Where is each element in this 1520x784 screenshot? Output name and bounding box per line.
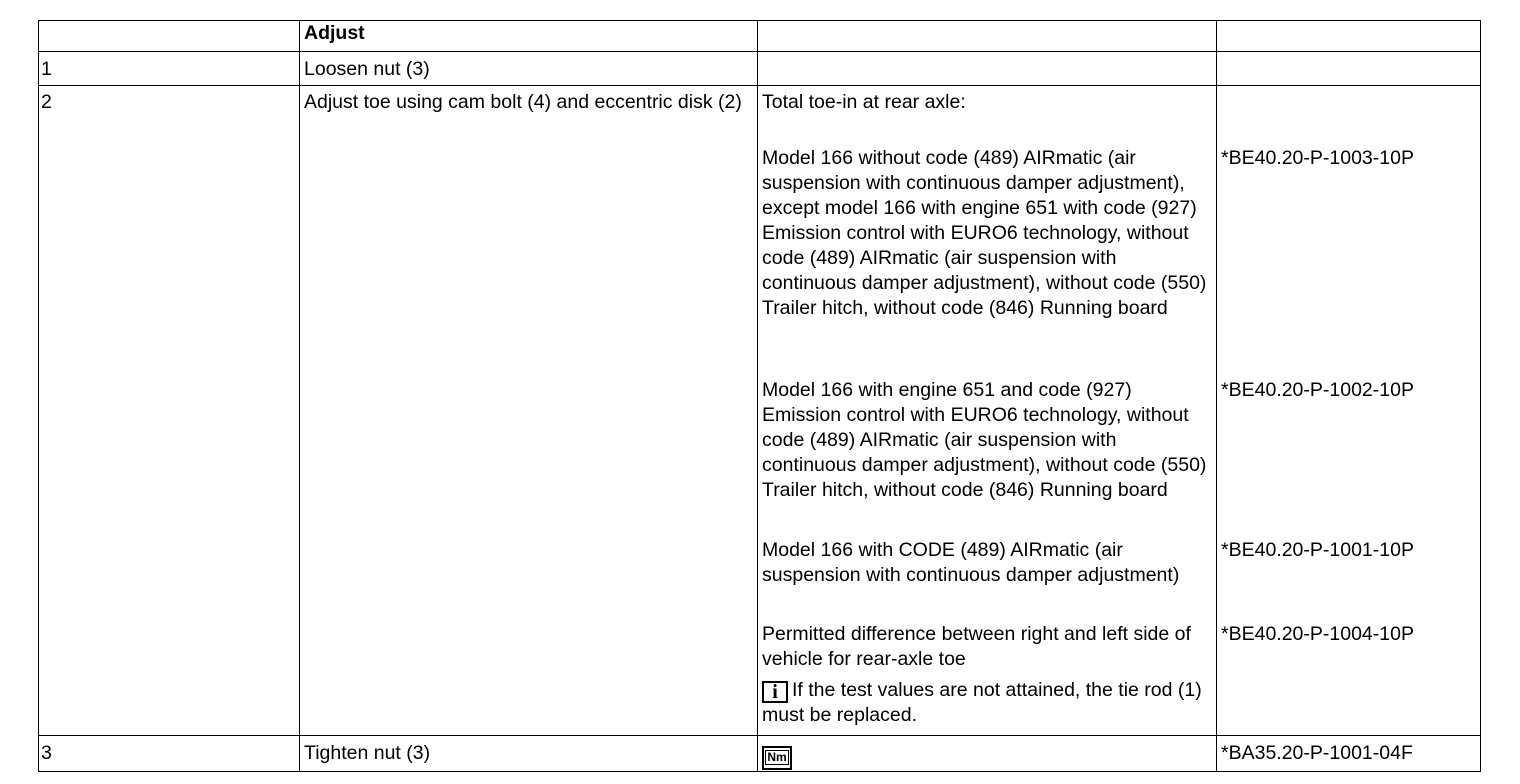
info-note-text: If the test values are not attained, the tie rod (1) must be replaced. (762, 679, 1202, 726)
info-icon: i (762, 681, 788, 703)
torque-nm-icon-label: Nm (767, 750, 787, 764)
table-row (39, 86, 1481, 736)
step-action: Tighten nut (3) (300, 736, 758, 772)
spec-text: Model 166 without code (489) AIRmatic (air suspension with continuous damper adjustment), except model 166 with engine 651 with code (927) Emission control with EURO6 technology, without code (489) AIRmatic (air suspension with continuous damper adjustment), without code (550) Trailer hitch, without code (846) Running board (762, 147, 1207, 319)
spec-text: Model 166 with CODE (489) AIRmatic (air suspension with continuous damper adjustment) (762, 539, 1180, 586)
spec-intro: Total toe-in at rear axle: (762, 91, 966, 113)
table-row (39, 736, 1481, 772)
step-spec-cell (758, 736, 1217, 772)
table-row (39, 52, 1481, 86)
step-action: Loosen nut (3) (300, 52, 758, 86)
step-spec-cell (758, 86, 1217, 736)
spec-reference-link[interactable]: *BE40.20-P-1001-10P (1221, 539, 1414, 561)
header-cell-step (39, 21, 300, 52)
step-action: Adjust toe using cam bolt (4) and eccentric disk (2) (300, 86, 758, 736)
step-number: 2 (39, 86, 300, 736)
table-header-row (39, 21, 1481, 52)
spec-text: Model 166 with engine 651 and code (927) Emission control with EURO6 technology, without code (489) AIRmatic (air suspension with continuous damper adjustment), without code (550) Trailer hitch, without code (846) Running board (762, 379, 1207, 501)
spec-reference-link[interactable]: *BA35.20-P-1001-04F (1217, 736, 1481, 772)
spec-text: Permitted difference between right and left side of vehicle for rear-axle toe (762, 623, 1191, 670)
step-number: 3 (39, 736, 300, 772)
header-cell-ref (1217, 21, 1481, 52)
info-note (762, 678, 1212, 728)
header-cell-spec (758, 21, 1217, 52)
spec-reference-link[interactable]: *BE40.20-P-1002-10P (1221, 379, 1414, 401)
spec-reference-link[interactable]: *BE40.20-P-1004-10P (1221, 623, 1414, 645)
step-ref-cell (1217, 86, 1481, 736)
step-number: 1 (39, 52, 300, 86)
step-ref (1217, 52, 1481, 86)
spec-reference-link[interactable]: *BE40.20-P-1003-10P (1221, 147, 1414, 169)
header-cell-adjust: Adjust (300, 21, 758, 52)
torque-nm-icon (762, 746, 792, 770)
procedure-table (38, 20, 1481, 772)
step-spec (758, 52, 1217, 86)
